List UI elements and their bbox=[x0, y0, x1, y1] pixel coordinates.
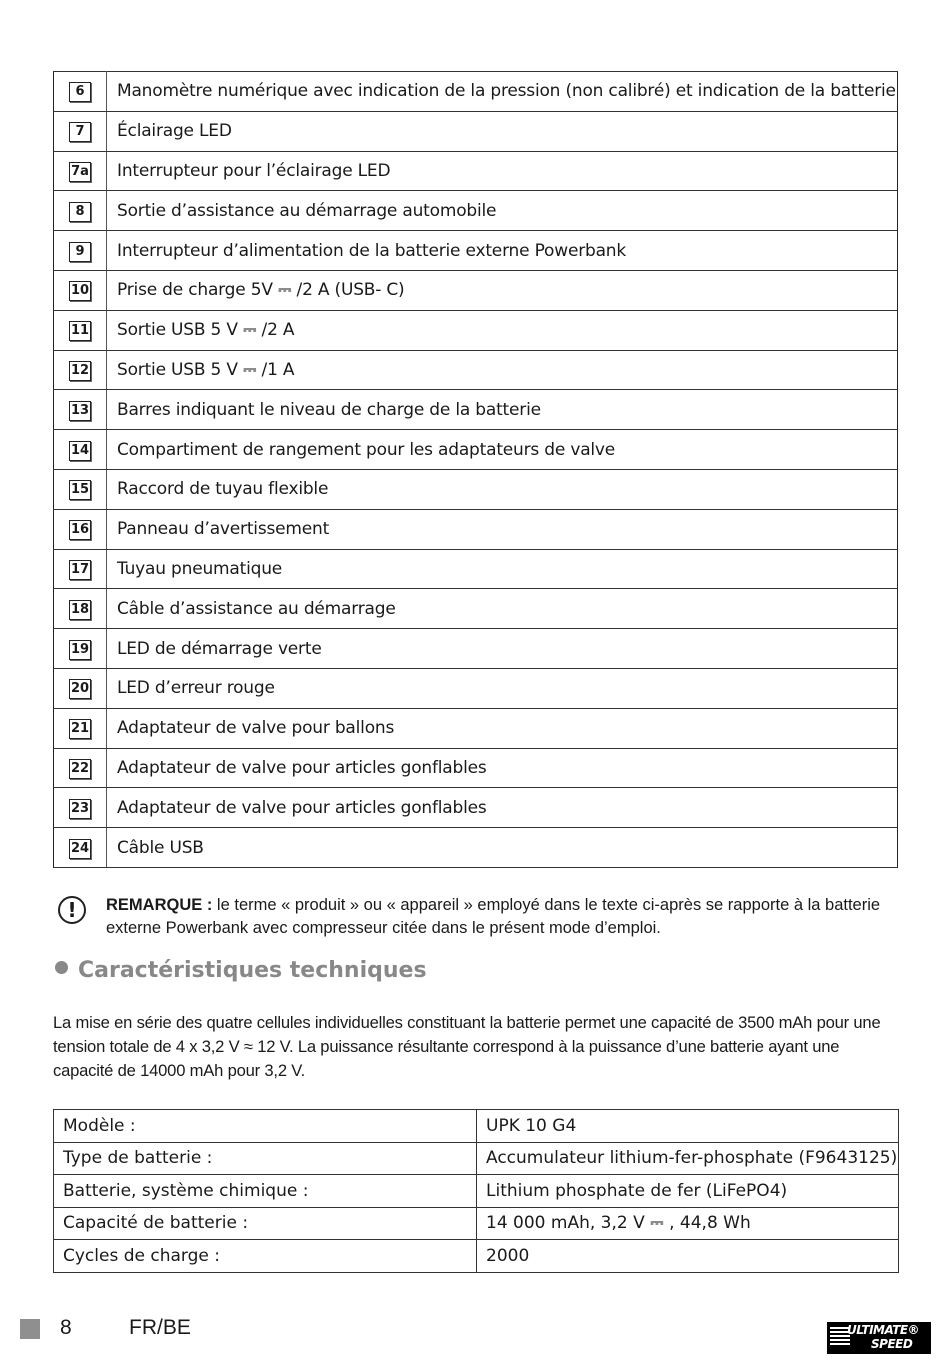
part-description: Interrupteur d’alimentation de la batterie externe Powerbank bbox=[107, 231, 898, 271]
table-row bbox=[54, 748, 898, 788]
part-description: Adaptateur de valve pour articles gonflables bbox=[107, 748, 898, 788]
part-description: Barres indiquant le niveau de charge de la batterie bbox=[107, 390, 898, 430]
note-text bbox=[106, 894, 888, 940]
table-row bbox=[54, 151, 898, 191]
section-title-text: Caractéristiques techniques bbox=[78, 958, 427, 983]
note-label: REMARQUE : bbox=[106, 896, 213, 914]
part-description: Manomètre numérique avec indication de la pression (non calibré) et indication de la batterie bbox=[107, 72, 898, 112]
bullet-icon bbox=[55, 961, 68, 974]
part-description: Câble d’assistance au démarrage bbox=[107, 589, 898, 629]
part-number-badge: 11 bbox=[69, 321, 91, 341]
table-row bbox=[54, 350, 898, 390]
part-description: Sortie d’assistance au démarrage automobile bbox=[107, 191, 898, 231]
language-code: FR/BE bbox=[129, 1316, 191, 1339]
page-number: 8 bbox=[60, 1316, 72, 1339]
part-description: Tuyau pneumatique bbox=[107, 549, 898, 589]
spec-value: Accumulateur lithium-fer-phosphate (F9643125) bbox=[477, 1142, 899, 1175]
part-number-badge: 16 bbox=[69, 520, 91, 540]
part-number-badge: 23 bbox=[69, 799, 91, 819]
table-row bbox=[54, 1142, 899, 1175]
table-row bbox=[54, 509, 898, 549]
table-row bbox=[54, 549, 898, 589]
table-row bbox=[54, 1110, 899, 1143]
exclamation-circle-icon: ! bbox=[58, 896, 86, 924]
part-number-badge: 8 bbox=[69, 202, 91, 222]
logo-line-2: SPEED bbox=[871, 1337, 913, 1351]
table-row bbox=[54, 788, 898, 828]
part-description: Adaptateur de valve pour ballons bbox=[107, 708, 898, 748]
table-row bbox=[54, 310, 898, 350]
table-row bbox=[54, 629, 898, 669]
spec-value: 2000 bbox=[477, 1240, 899, 1273]
part-number-badge: 14 bbox=[69, 441, 91, 461]
table-row bbox=[54, 589, 898, 629]
part-description: Éclairage LED bbox=[107, 111, 898, 151]
part-number-badge: 9 bbox=[69, 242, 91, 262]
part-number-badge: 22 bbox=[69, 759, 91, 779]
part-description: Compartiment de rangement pour les adaptateurs de valve bbox=[107, 430, 898, 470]
table-row bbox=[54, 390, 898, 430]
part-number-badge: 24 bbox=[69, 839, 91, 859]
table-row bbox=[54, 708, 898, 748]
logo-line-1: ULTIMATE® bbox=[847, 1323, 920, 1337]
part-description: Sortie USB 5 V ⎓ /2 A bbox=[107, 310, 898, 350]
table-row bbox=[54, 1175, 899, 1208]
parts-list-table bbox=[53, 71, 898, 868]
part-description: Raccord de tuyau flexible bbox=[107, 469, 898, 509]
part-number-badge: 13 bbox=[69, 401, 91, 421]
part-description: Câble USB bbox=[107, 828, 898, 868]
table-row bbox=[54, 1240, 899, 1273]
table-row bbox=[54, 430, 898, 470]
part-number-badge: 20 bbox=[69, 679, 91, 699]
part-number-badge: 21 bbox=[69, 719, 91, 739]
table-row bbox=[54, 668, 898, 708]
spec-label: Capacité de batterie : bbox=[54, 1207, 477, 1240]
part-number-badge: 10 bbox=[69, 281, 91, 301]
part-number-badge: 6 bbox=[69, 82, 91, 102]
spec-value: UPK 10 G4 bbox=[477, 1110, 899, 1143]
spec-label: Type de batterie : bbox=[54, 1142, 477, 1175]
spec-label: Cycles de charge : bbox=[54, 1240, 477, 1273]
part-number-badge: 12 bbox=[69, 361, 91, 381]
part-number-badge: 18 bbox=[69, 600, 91, 620]
part-description: LED de démarrage verte bbox=[107, 629, 898, 669]
section-paragraph: La mise en série des quatre cellules individuelles constituant la batterie permet une capacité de 3500 mAh pour une tension totale de 4 x 3,2 V ≈ 12 V. La puissance résultante correspond à la puissance d’une batterie ayant une capacité de 14000 mAh pour 3,2 V. bbox=[53, 1013, 881, 1080]
part-number-badge: 7 bbox=[69, 122, 91, 142]
section-heading bbox=[55, 958, 427, 983]
spec-label: Modèle : bbox=[54, 1110, 477, 1143]
table-row bbox=[54, 828, 898, 868]
part-description: Adaptateur de valve pour articles gonflables bbox=[107, 788, 898, 828]
table-row bbox=[54, 191, 898, 231]
table-row bbox=[54, 231, 898, 271]
table-row bbox=[54, 1207, 899, 1240]
table-row bbox=[54, 111, 898, 151]
specifications-table bbox=[53, 1109, 899, 1273]
part-number-badge: 19 bbox=[69, 640, 91, 660]
table-row bbox=[54, 469, 898, 509]
note-block bbox=[58, 894, 888, 940]
part-description: Panneau d’avertissement bbox=[107, 509, 898, 549]
spec-label: Batterie, système chimique : bbox=[54, 1175, 477, 1208]
part-description: LED d’erreur rouge bbox=[107, 668, 898, 708]
brand-logo bbox=[827, 1322, 931, 1354]
spec-value: Lithium phosphate de fer (LiFePO4) bbox=[477, 1175, 899, 1208]
part-description: Interrupteur pour l’éclairage LED bbox=[107, 151, 898, 191]
part-number-badge: 17 bbox=[69, 560, 91, 580]
table-row bbox=[54, 72, 898, 112]
part-number-badge: 15 bbox=[69, 480, 91, 500]
table-row bbox=[54, 270, 898, 310]
note-body: le terme « produit » ou « appareil » employé dans le texte ci-après se rapporte à la batterie externe Powerbank avec compresseur citée dans le présent mode d’emploi. bbox=[106, 896, 881, 937]
part-number-badge: 7a bbox=[69, 162, 91, 182]
part-description: Sortie USB 5 V ⎓ /1 A bbox=[107, 350, 898, 390]
part-description: Prise de charge 5V ⎓ /2 A (USB- C) bbox=[107, 270, 898, 310]
page-marker-square bbox=[20, 1319, 40, 1339]
spec-value: 14 000 mAh, 3,2 V ⎓ , 44,8 Wh bbox=[477, 1207, 899, 1240]
